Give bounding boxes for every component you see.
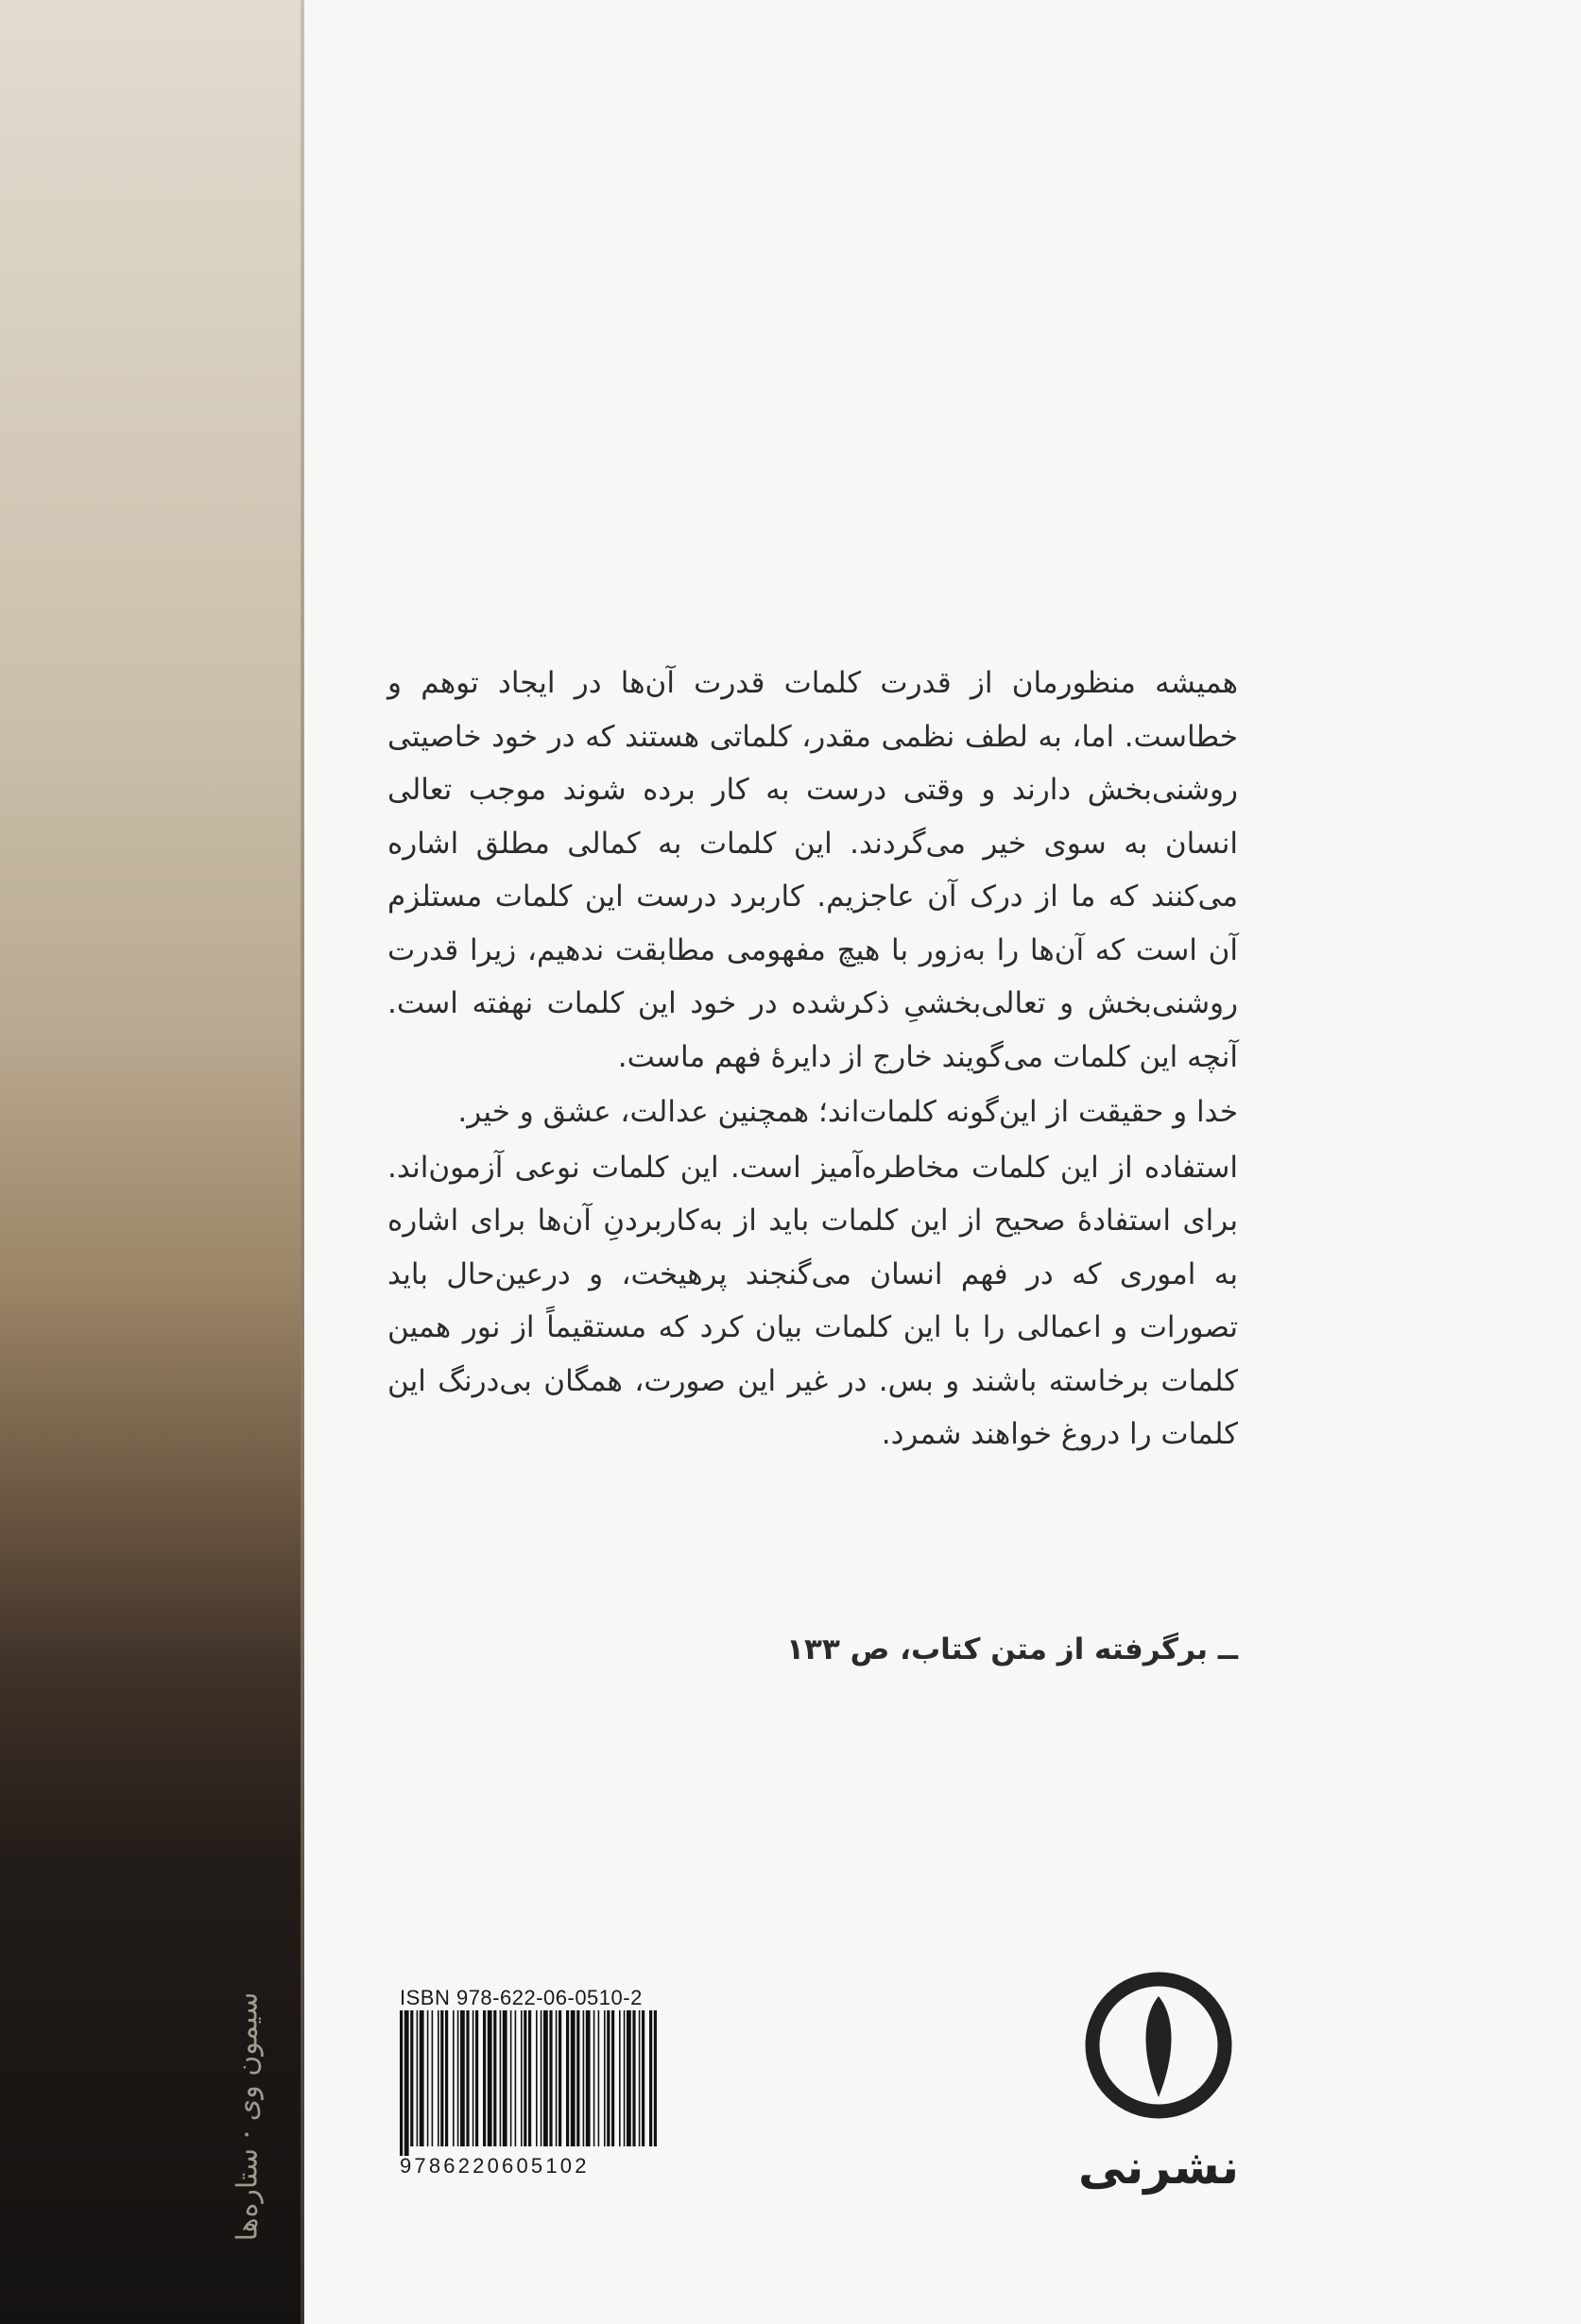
barcode-bar — [536, 2010, 538, 2146]
barcode-bar — [649, 2010, 652, 2146]
blurb-text — [387, 657, 1238, 1463]
barcode — [400, 2010, 657, 2156]
blurb-paragraph-1: همیشه منظورمان از قدرت کلمات قدرت آن‌ها در ایجاد توهم و خطاست. اما، به لطف نظمی مقدر، کلماتی هستند که در خود خاصیتی روشنی‌بخش دارند و وقتی درست به کار برده شوند موجب تعالی انسان به سوی خیر می‌گردند. این کلمات به کمالی مطلق اشاره می‌کنند که ما از درک آن عاجزیم. کاربرد درست این کلمات مستلزم آن است که آن‌ها را به‌زور با هیچ مفهومی مطابقت ندهیم، زیرا قدرت روشنی‌بخش و تعالی‌بخشیِ ذکرشده در خود این کلمات نهفته است. آنچه این کلمات می‌گویند خارج از دایرهٔ فهم ماست. — [387, 666, 1238, 1074]
barcode-bar — [598, 2010, 600, 2146]
barcode-bar — [543, 2010, 548, 2146]
barcode-bar — [500, 2010, 502, 2146]
barcode-bar — [593, 2010, 595, 2146]
isbn-label: ISBN 978-622-06-0510-2 — [400, 1986, 643, 2009]
barcode-bar — [473, 2010, 474, 2146]
barcode-bar — [639, 2010, 641, 2146]
barcode-bar — [632, 2010, 635, 2146]
barcode-bar — [521, 2010, 523, 2146]
barcode-bar — [515, 2010, 517, 2146]
barcode-bar — [619, 2010, 621, 2146]
barcode-bar — [503, 2010, 507, 2146]
barcode-bar — [642, 2010, 644, 2146]
barcode-bar — [576, 2010, 579, 2146]
barcode-bar — [417, 2010, 419, 2146]
blurb-paragraph-2: خدا و حقیقت از این‌گونه کلمات‌اند؛ همچنین عدالت، عشق و خیر. — [457, 1095, 1238, 1129]
barcode-bar — [624, 2010, 626, 2146]
barcode-bar — [510, 2010, 512, 2146]
barcode-bar — [559, 2010, 561, 2146]
spine-signature-text: سیمون وی · ستاره‌ها — [231, 1991, 265, 2241]
barcode-bar — [453, 2010, 455, 2146]
barcode-bar — [410, 2010, 413, 2146]
barcode-bar — [627, 2010, 631, 2146]
barcode-bar — [556, 2010, 558, 2146]
barcode-bar — [438, 2010, 439, 2146]
spine-signature — [219, 1993, 276, 2239]
barcode-bar — [420, 2010, 424, 2146]
blurb-paragraph-3: استفاده از این کلمات مخاطره‌آمیز است. این کلمات نوعی آزمون‌اند. برای استفادهٔ صحیح از این کلمات باید از به‌کاربردنِ آن‌ها برای اشاره به اموری که در فهم انسان می‌گنجند پرهیخت، و درعین‌حال باید تصورات و اعمالی را با این کلمات بیان کرد که مستقیماً از نور همین کلمات برخاسته باشند و بس. در غیر این صورت، همگان بی‌درنگ این کلمات را دروغ خواهند شمرد. — [387, 1150, 1238, 1451]
barcode-bar — [483, 2010, 486, 2146]
barcode-bar — [604, 2010, 606, 2146]
barcode-bar — [541, 2010, 542, 2146]
barcode-bar — [528, 2010, 531, 2146]
barcode-bar — [427, 2010, 429, 2146]
publisher-name: نشرنی — [1077, 2140, 1240, 2195]
barcode-bar — [566, 2010, 569, 2146]
barcode-bar — [488, 2010, 492, 2146]
book-spine-gradient — [0, 0, 301, 2324]
barcode-bar — [549, 2010, 552, 2146]
barcode-bar — [404, 2010, 409, 2156]
barcode-bar — [571, 2010, 576, 2146]
barcode-bar — [432, 2010, 434, 2146]
barcode-bar — [524, 2010, 526, 2146]
publisher-logo — [1064, 1960, 1253, 2196]
barcode-bar — [400, 2010, 403, 2156]
barcode-bar — [493, 2010, 496, 2146]
barcode-digits: 9786220605102 — [400, 2154, 590, 2178]
barcode-bar — [611, 2010, 614, 2146]
barcode-bar — [607, 2010, 610, 2146]
barcode-bar — [440, 2010, 443, 2146]
barcode-bar — [460, 2010, 465, 2146]
barcode-bar — [457, 2010, 459, 2146]
publisher-emblem-icon — [1078, 1960, 1239, 2130]
barcode-bar — [654, 2010, 657, 2146]
barcode-bar — [466, 2010, 469, 2146]
barcode-bar — [583, 2010, 585, 2146]
barcode-bar — [475, 2010, 478, 2146]
barcode-bar — [445, 2010, 448, 2146]
quote-source: ــ برگرفته از متن کتاب، ص ۱۳۳ — [786, 1632, 1238, 1666]
barcode-bar — [586, 2010, 591, 2146]
